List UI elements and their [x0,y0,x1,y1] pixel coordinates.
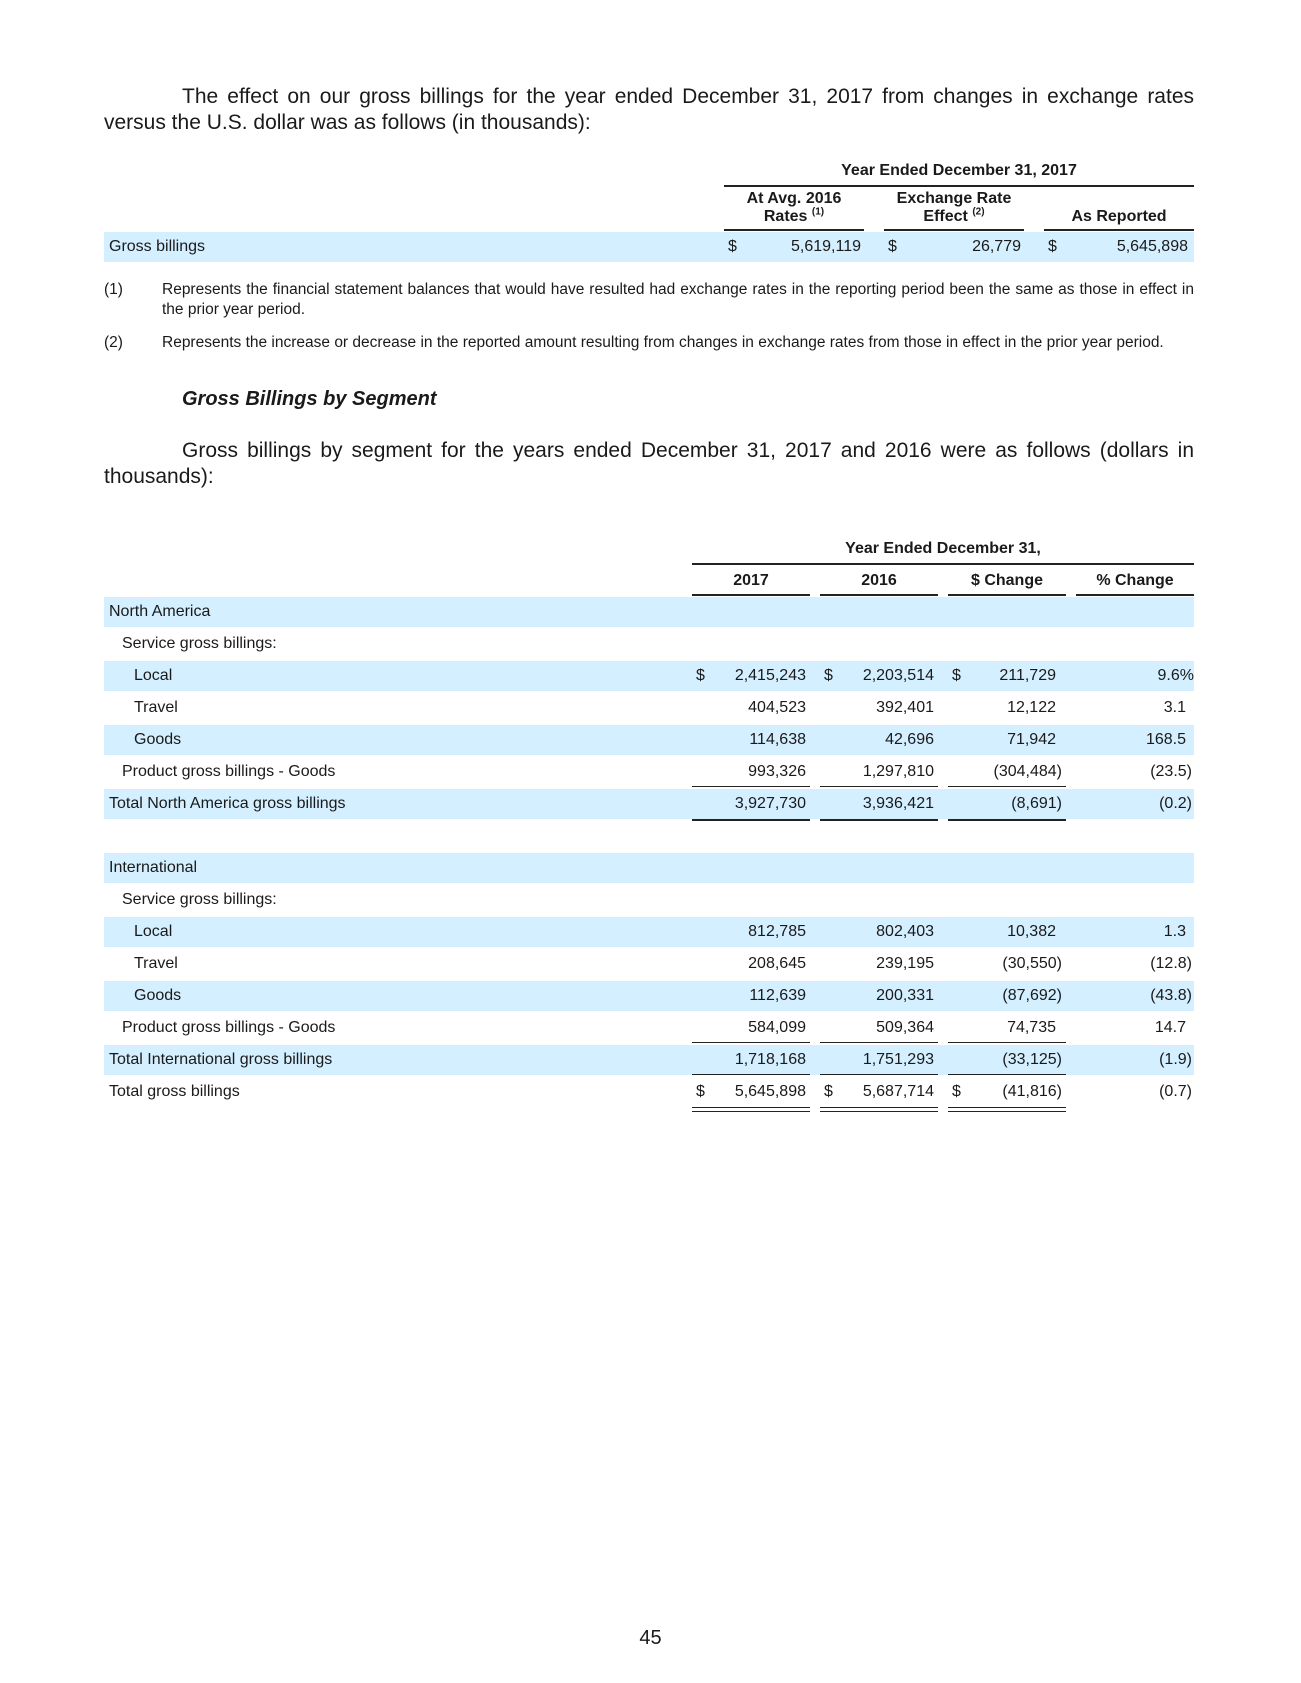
total-rule [692,819,810,821]
value-2017: 1,718,168 [734,1051,806,1068]
intro-paragraph: The effect on our gross billings for the year ended December 31, 2017 from changes in exchange rates versus the U.S. dollar was as follows (in thousands): [104,85,1194,134]
segment-row-grand-total [104,1077,1194,1107]
value-dollar-change: 71,942 [1007,731,1056,748]
currency-symbol: $ [696,1083,705,1100]
fx-header-rule [724,185,1194,187]
double-rule [692,1111,810,1112]
value-2016: 200,331 [876,987,934,1004]
value-2016: 2,203,514 [862,667,934,684]
value-2017: 584,099 [748,1019,806,1036]
fx-col1-sup: (1) [811,206,825,218]
segment-col-dollar-change: $ Change [970,572,1043,589]
footnote-key: (2) [104,334,123,351]
segment-row [104,661,1194,691]
segment-row-total [104,1045,1194,1075]
value-2017: 993,326 [748,763,806,780]
row-label: International [109,859,198,876]
subtotal-rule [692,786,810,787]
footnote-key: (1) [104,281,123,298]
row-label: Service gross billings: [122,891,277,908]
row-label: Product gross billings - Goods [122,1019,336,1036]
fx-col-header-as-reported: As Reported [1071,208,1167,225]
segment-row [104,693,1194,723]
col-rule [948,594,1066,596]
value-dollar-change: 10,382 [1007,923,1056,940]
currency-symbol: $ [888,238,897,255]
double-rule [948,1107,1066,1108]
value-pct-change: (12.8) [1150,955,1192,972]
segment-col-pct-change: % Change [1096,572,1174,589]
segment-row [104,725,1194,755]
value-2017: 112,639 [749,987,806,1004]
segment-row [104,853,1194,883]
segment-row [104,981,1194,1011]
fx-at-avg-value: 5,619,119 [791,238,861,255]
fx-col-header-effect [884,190,1024,226]
value-2017: 114,638 [749,731,806,748]
value-2017: 812,785 [748,923,806,940]
col-rule [820,594,938,596]
value-dollar-change: (30,550) [1002,955,1062,972]
value-dollar-change: (87,692) [1002,987,1062,1004]
row-label: Local [134,667,173,684]
subtotal-rule [820,1074,938,1075]
row-label: Service gross billings: [122,635,277,652]
value-2017: 208,645 [748,955,806,972]
subtotal-rule [948,1042,1066,1043]
value-dollar-change: 12,122 [1007,699,1056,716]
value-dollar-change: (41,816) [1002,1083,1062,1100]
fx-as-reported-value: 5,645,898 [1116,238,1188,255]
footnote-text: Represents the financial statement balances that would have resulted had exchange rates in the reporting period been the same as those in effect in the prior year period. [162,281,1194,318]
value-2016: 1,751,293 [862,1051,934,1068]
value-dollar-change: (33,125) [1002,1051,1062,1068]
value-pct-change: (0.7) [1159,1083,1192,1100]
fx-col2-line1: Exchange Rate [896,190,1012,207]
value-pct-change: (0.2) [1159,795,1192,812]
value-pct-change: 14.7 [1154,1019,1186,1036]
value-dollar-change: (8,691) [1011,795,1062,812]
value-2016: 5,687,714 [862,1083,934,1100]
segment-paragraph: Gross billings by segment for the years ended December 31, 2017 and 2016 were as follows (dollars in thousands): [104,439,1194,488]
currency-symbol: $ [824,1083,833,1100]
double-rule [820,1107,938,1108]
total-rule [820,819,938,821]
row-label: Total North America gross billings [109,795,346,812]
value-2016: 42,696 [885,731,934,748]
row-label: Local [134,923,173,940]
section-title: Gross Billings by Segment [182,388,437,410]
value-dollar-change: 74,735 [1007,1019,1056,1036]
segment-row-total [104,789,1194,819]
fx-col2-rule [884,229,1024,231]
currency-symbol: $ [952,667,961,684]
value-pct-change: (23.5) [1150,763,1192,780]
value-2016: 802,403 [876,923,934,940]
value-2017: 5,645,898 [734,1083,806,1100]
segment-header-rule [692,563,1194,565]
row-label: Total International gross billings [109,1051,333,1068]
subtotal-rule [820,786,938,787]
segment-row [104,885,1194,915]
value-2017: 2,415,243 [734,667,806,684]
subtotal-rule [948,1074,1066,1075]
value-dollar-change: 211,729 [999,667,1056,684]
subtotal-rule [692,1042,810,1043]
value-2016: 3,936,421 [862,795,934,812]
value-dollar-change: (304,484) [993,763,1062,780]
value-2016: 239,195 [876,955,934,972]
col-rule [1076,594,1194,596]
segment-col-2017: 2017 [733,572,769,589]
value-2016: 1,297,810 [862,763,934,780]
fx-row-label: Gross billings [109,238,206,255]
value-2016: 392,401 [876,699,934,716]
value-pct-change: 9.6% [1157,667,1194,684]
currency-symbol: $ [696,667,705,684]
fx-col2-sup: (2) [972,206,985,218]
value-pct-change: 168.5 [1145,731,1186,748]
row-label: Travel [134,955,178,972]
currency-symbol: $ [824,667,833,684]
fx-effect-value: 26,779 [972,238,1021,255]
row-label: Goods [134,987,182,1004]
double-rule [692,1107,810,1108]
subtotal-rule [948,786,1066,787]
currency-symbol: $ [728,238,737,255]
total-rule [948,819,1066,821]
segment-row [104,597,1194,627]
fx-col-header-at-avg [724,190,864,226]
segment-row [104,917,1194,947]
value-2017: 3,927,730 [734,795,806,812]
value-2017: 404,523 [748,699,806,716]
value-pct-change: (43.8) [1150,987,1192,1004]
subtotal-rule [692,1074,810,1075]
currency-symbol: $ [1048,238,1057,255]
row-label: Total gross billings [109,1083,240,1100]
fx-col1-line1: At Avg. 2016 [746,190,842,207]
value-pct-change: (1.9) [1159,1051,1192,1068]
page-number: 45 [639,1627,662,1649]
col-rule [692,594,810,596]
row-label: Goods [134,731,182,748]
row-label: Travel [134,699,178,716]
subtotal-rule [820,1042,938,1043]
fx-col1-rule [724,229,864,231]
double-rule [948,1111,1066,1112]
currency-symbol: $ [952,1083,961,1100]
row-label: North America [109,603,211,620]
row-label: Product gross billings - Goods [122,763,336,780]
value-pct-change: 1.3 [1163,923,1186,940]
fx-col1-line2: Rates [763,208,808,225]
fx-row-gross-billings [104,232,1194,262]
segment-row [104,949,1194,979]
footnote-text: Represents the increase or decrease in the reported amount resulting from changes in exchange rates from those in effect in the prior year period. [162,334,1164,351]
double-rule [820,1111,938,1112]
segment-row [104,1013,1194,1043]
value-2016: 509,364 [876,1019,934,1036]
fx-col3-rule [1044,229,1194,231]
segment-period-header: Year Ended December 31, [845,540,1041,557]
segment-row [104,757,1194,787]
fx-col2-line2: Effect [923,208,968,225]
fx-period-header: Year Ended December 31, 2017 [841,162,1077,179]
segment-row [104,629,1194,659]
value-pct-change: 3.1 [1163,699,1186,716]
segment-col-2016: 2016 [861,572,897,589]
